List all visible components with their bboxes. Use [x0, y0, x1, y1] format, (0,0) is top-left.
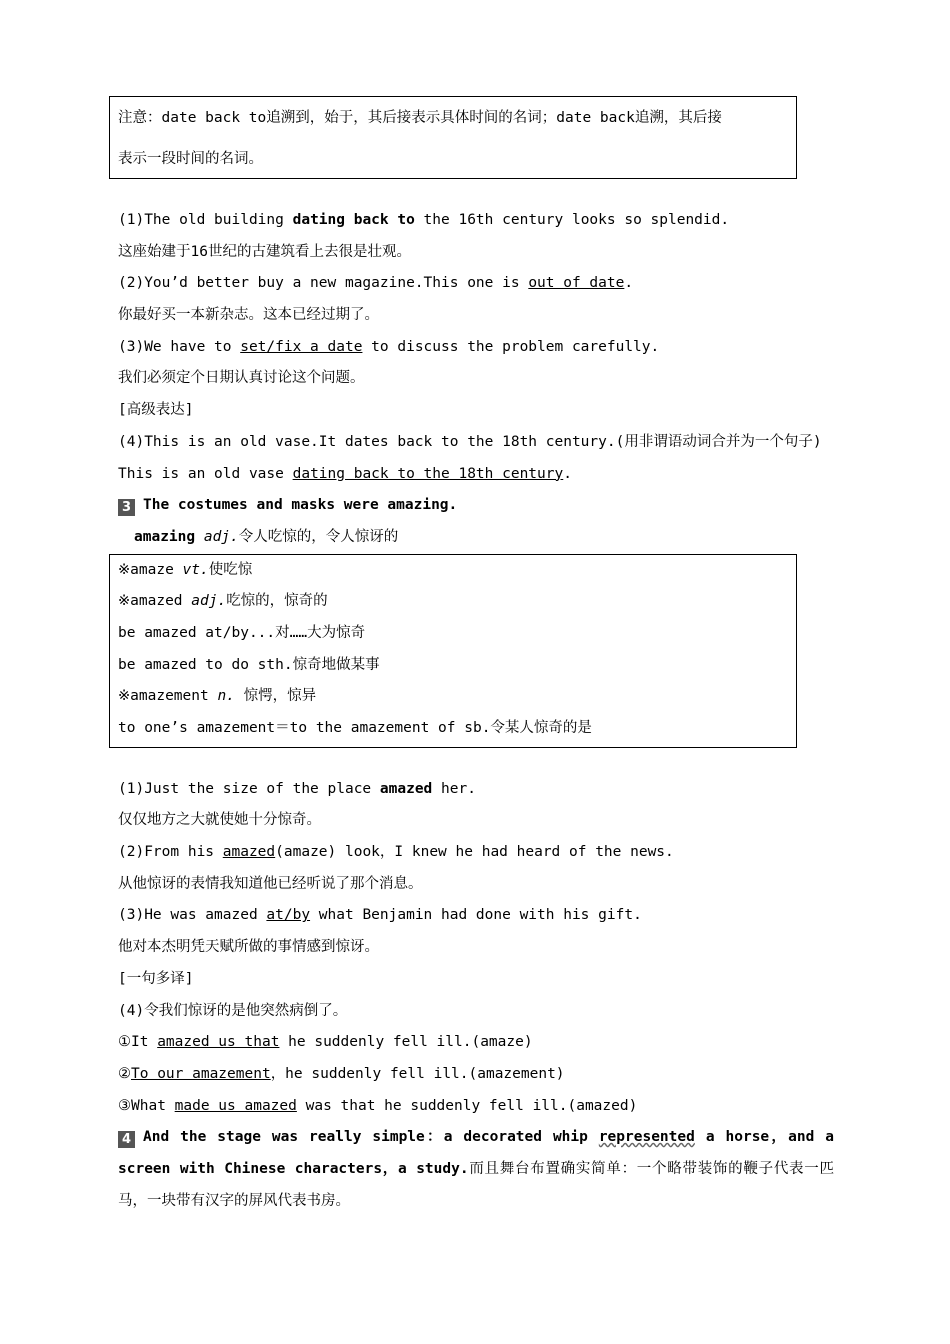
- sentence-part: a horse，and a screen with Chinese characters，a study.: [118, 1129, 834, 1177]
- multi-translation-label: [一句多译]: [118, 970, 194, 987]
- amaze-line-6: to one’s amazement＝to the amazement of sb.令某人惊奇的是: [118, 720, 592, 736]
- text: was that he suddenly fell ill.(amazed): [296, 1097, 638, 1114]
- answer: amazed us that: [157, 1034, 280, 1051]
- answer: To our amazement: [131, 1065, 271, 1082]
- part-of-speech: adj.: [191, 593, 227, 610]
- key-phrase: dating back to: [292, 212, 415, 228]
- text: ②: [118, 1065, 131, 1082]
- amaze-line-3: be amazed at/by...对……大为惊奇: [118, 624, 366, 641]
- amaze-line-5: [118, 681, 788, 713]
- text: 使吃惊: [208, 561, 253, 578]
- text: ，he suddenly fell ill.(amazement): [270, 1065, 565, 1082]
- document-page: [118, 96, 834, 1217]
- example-2: [118, 837, 834, 869]
- example-1: [118, 205, 834, 237]
- sentence-part: And the stage was really simple：a decorated whip: [143, 1129, 599, 1146]
- text: .: [624, 275, 634, 292]
- amaze-line-4: be amazed to do sth.惊奇地做某事: [118, 656, 380, 673]
- key-word: amazed: [379, 780, 433, 797]
- translation-c: [118, 1091, 834, 1123]
- example-3-translation: 我们必须定个日期认真讨论这个问题。: [118, 370, 365, 387]
- part-of-speech: n.: [217, 688, 235, 705]
- amaze-examples: [118, 774, 834, 1123]
- example-4-answer: [118, 459, 834, 491]
- amaze-line-1: [118, 555, 788, 587]
- part-of-speech: vt.: [182, 561, 209, 578]
- example-2-translation: 从他惊讶的表情我知道他已经听说了那个消息。: [118, 875, 423, 892]
- headword: amazing: [134, 528, 196, 545]
- example-3: [118, 900, 834, 932]
- translation-b: [118, 1059, 834, 1091]
- example-4: (4)This is an old vase.It dates back to the 18th century.(用非谓语动词合并为一个句子): [118, 433, 822, 450]
- text: he suddenly fell ill.(amaze): [279, 1034, 533, 1051]
- example-2-translation: 你最好买一本新杂志。这本已经过期了。: [118, 307, 379, 324]
- text: 惊愕，惊异: [234, 688, 317, 705]
- text: to discuss the problem carefully.: [362, 338, 660, 355]
- text: ※amaze: [118, 561, 183, 578]
- note-line-2: 表示一段时间的名词。: [118, 151, 263, 167]
- example-3-translation: 他对本杰明凭天赋所做的事情感到惊讶。: [118, 939, 379, 956]
- answer: dating back to the 18th century: [292, 465, 564, 482]
- answer: set/fix a date: [240, 338, 363, 355]
- heading-text: The costumes and masks were amazing.: [143, 497, 458, 514]
- example-3: [118, 332, 834, 364]
- text: (amaze) look，I knew he had heard of the news.: [275, 844, 674, 861]
- text: (2)You’d better buy a new magazine.This one is: [118, 275, 529, 292]
- key-word: represented: [598, 1129, 695, 1146]
- text: (1)Just the size of the place: [118, 780, 380, 797]
- text: ③What: [118, 1097, 175, 1114]
- text: .: [563, 465, 572, 482]
- text: ※amazement: [118, 688, 218, 705]
- section-3: [118, 490, 834, 553]
- note-line-1: 注意：date back to追溯到，始于，其后接表示具体时间的名词；date back追溯，其后接: [118, 110, 722, 126]
- answer: amazed: [222, 844, 276, 861]
- text: what Benjamin had done with his gift.: [310, 907, 642, 924]
- meaning: 令人吃惊的，令人惊讶的: [238, 528, 399, 545]
- translation: 而且舞台布置确实简单：一个略带装饰的鞭子代表一匹马，一块带有汉字的屏风代表书房。: [118, 1160, 835, 1209]
- text: (3)We have to: [118, 338, 241, 355]
- text: ①It: [118, 1034, 158, 1051]
- example-2: [118, 268, 834, 300]
- amaze-line-2: [118, 586, 788, 618]
- date-examples: [118, 205, 834, 490]
- example-1-translation: 这座始建于16世纪的古建筑看上去很是壮观。: [118, 243, 411, 260]
- text: ※amazed: [118, 593, 192, 610]
- text: 吃惊的，惊奇的: [226, 593, 328, 610]
- text: the 16th century looks so splendid.: [414, 212, 730, 228]
- example-1: [118, 774, 834, 806]
- section-number-badge: 3: [118, 499, 135, 516]
- text: (2)From his: [118, 844, 223, 861]
- text: (1)The old building: [118, 212, 293, 228]
- amaze-box: [109, 554, 797, 748]
- note-box: [109, 96, 797, 179]
- part-of-speech: adj.: [203, 528, 239, 545]
- section-number-badge: 4: [118, 1131, 135, 1148]
- text: (3)He was amazed: [118, 907, 267, 924]
- answer: out of date: [528, 275, 625, 292]
- translation-a: [118, 1027, 834, 1059]
- word-entry: [118, 522, 834, 554]
- answer: at/by: [266, 907, 311, 924]
- section-3-heading: [118, 490, 834, 522]
- text: This is an old vase: [118, 465, 293, 482]
- example-4: (4)令我们惊讶的是他突然病倒了。: [118, 1002, 348, 1019]
- advanced-label: [高级表达]: [118, 402, 194, 419]
- answer: made us amazed: [174, 1097, 297, 1114]
- section-4: [118, 1122, 834, 1217]
- text: her.: [432, 780, 476, 797]
- example-1-translation: 仅仅地方之大就使她十分惊奇。: [118, 812, 321, 829]
